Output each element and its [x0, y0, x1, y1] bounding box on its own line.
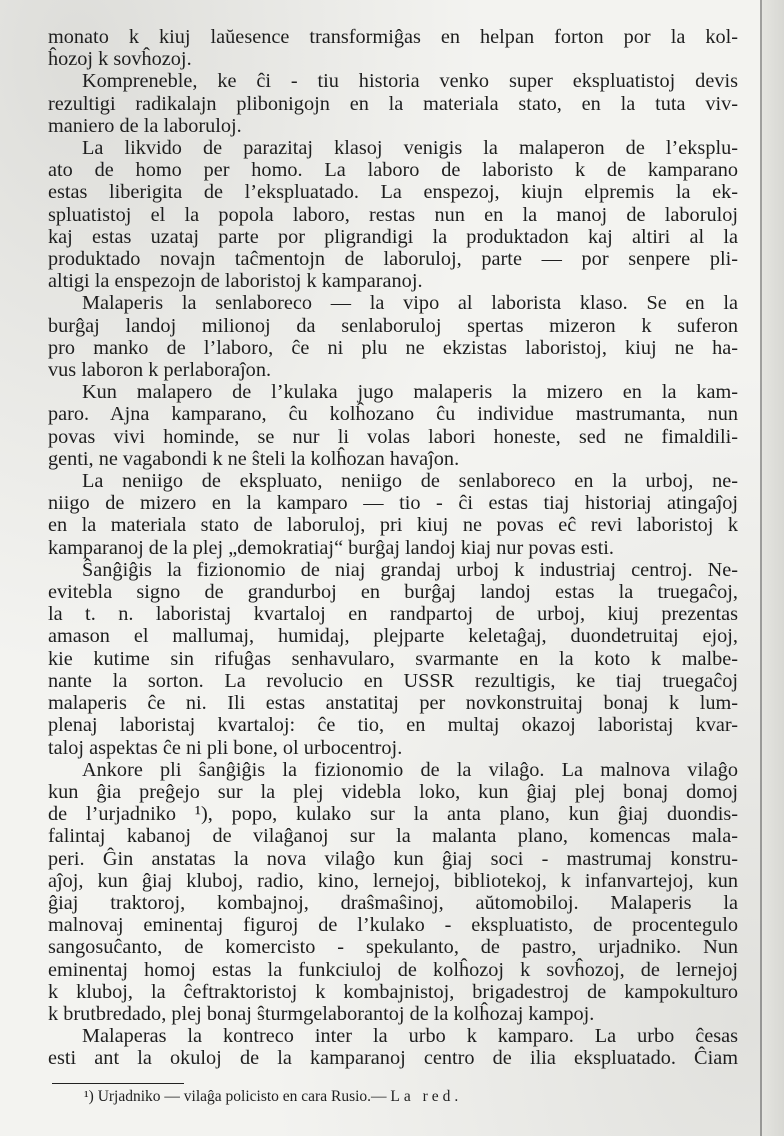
text-line: paro. Ajna kamparano, ĉu kolĥozano ĉu individue mastrumanta, nun [48, 403, 738, 426]
text-line: eminentaj homoj estas la funkciuloj de kolĥozoj k sovĥozoj, de lernejoj [48, 958, 738, 981]
text-line: rezultigi radikalajn plibonigojn en la materiala stato, en la tuta viv- [48, 92, 738, 115]
text-line: k brutbredado, plej bonaj ŝturmgelaborantoj de la kolĥozaj kampoj. [48, 1002, 595, 1025]
paragraph [48, 1025, 738, 1069]
text-line: Kun malapero de l’kulaka jugo malaperis la mizero en la kam- [82, 381, 738, 404]
text-line: povas vivi hominde, se nur li volas labori honeste, sed ne fimaldili- [48, 425, 738, 448]
text-line: ato de homo per homo. La laboro de laboristo k de kamparano [48, 159, 738, 182]
text-line: genti, ne vagabondi k ne ŝteli la kolĥozan havaĵon. [48, 447, 460, 470]
text-line: ĝiaj traktoroj, kombajnoj, draŝmaŝinoj, aŭtomobiloj. Malaperis la [48, 891, 738, 914]
text-line: aĵoj, kun ĝiaj kluboj, radio, kino, lernejoj, bibliotekoj, k infanvartejoj, kun [48, 869, 738, 892]
text-line: Ankore pli ŝanĝiĝis la fizionomio de la vilaĝo. La malnova vilaĝo [82, 758, 738, 781]
footnote-divider [52, 1083, 184, 1084]
text-line: kun ĝia preĝejo sur la plej videbla loko, kun ĝiaj plej bonaj domoj [48, 780, 738, 803]
text-line: burĝaj landoj milionoj da senlaboruloj spertas mizeron k suferon [48, 314, 738, 337]
text-line: vus laboron k perlaboraĵon. [48, 359, 272, 382]
text-line: La neniigo de ekspluato, neniigo de senlaboreco en la urboj, ne- [82, 470, 738, 493]
text-line: spluatistoj el la popola laboro, restas nun en la manoj de laboruloj [48, 203, 738, 226]
text-line: en la materiala stato de laboruloj, pri kiuj ne povas eĉ revi laboristoj k [48, 514, 738, 537]
paragraph [48, 470, 738, 559]
paragraph [48, 292, 738, 381]
paragraph [48, 26, 738, 70]
paragraph [48, 137, 738, 292]
footnote-signature: La red. [390, 1088, 463, 1105]
text-line: altigi la enspezojn de laboristoj k kamparanoj. [48, 270, 423, 293]
text-line: taloj aspektas ĉe ni pli bone, ol urbocentroj. [48, 736, 403, 759]
text-line: malaperis ĉe ni. Ili estas anstatitaj per novkonstruitaj bonaj k lum- [48, 692, 738, 715]
text-line: nante la sorton. La revolucio en USSR rezultigis, ke tiaj truegaĉoj [48, 669, 738, 692]
text-line: Kompreneble, ke ĉi - tiu historia venko super ekspluatistoj devis [82, 70, 738, 93]
right-page-edge [762, 0, 784, 1136]
text-line: de l’urjadniko ¹), popo, kulako sur la anta plano, kun ĝiaj duondis- [48, 803, 738, 826]
text-line: kamparanoj de la plej „demokratiaj“ burĝaj landoj kiaj nur povas esti. [48, 536, 614, 559]
text-line: la t. n. laboristaj kvartaloj en randpartoj de urboj, kiuj prezentas [48, 603, 738, 626]
paragraph [48, 759, 738, 1025]
text-line: estas liberigita de l’ekspluatado. La enspezoj, kiujn elpremis la ek- [48, 181, 738, 204]
text-line: sangosuĉanto, de komercisto - spekulanto, de pastro, urjadniko. Nun [48, 936, 738, 959]
text-line: kie kutime sin rifuĝas senhavularo, svarmante en la koto k malbe- [48, 647, 738, 670]
text-line: produktado novajn taĉmentojn de laboruloj, parte — por senpere pli- [48, 248, 738, 271]
page-gutter-line [760, 0, 762, 1136]
text-line: Ŝanĝiĝis la fizionomio de niaj grandaj urboj k industriaj centroj. Ne- [82, 558, 738, 581]
text-line: k kluboj, la ĉeftraktoristoj k kombajnistoj, brigadestroj de kampokulturo [48, 980, 738, 1003]
text-line: falintaj kabanoj de vilaĝanoj sur la malanta plano, komencas mala- [48, 825, 738, 848]
footnote-marker: ¹) [84, 1088, 94, 1105]
article-body [48, 26, 738, 1070]
text-line: malnovaj eminentaj figuroj de l’kulako - ekspluatisto, de procentegulo [48, 914, 738, 937]
footnote [84, 1088, 462, 1106]
paragraph [48, 70, 738, 137]
text-line: pro manko de l’laboro, ĉe ni plu ne ekzistas laboristoj, kiuj ne ha- [48, 336, 738, 359]
paragraph [48, 559, 738, 759]
text-line: esti ant la okuloj de la kamparanoj centro de ilia ekspluatado. Ĉiam [48, 1047, 738, 1070]
paragraph [48, 381, 738, 470]
text-line: plenaj laboristaj kvartaloj: ĉe tio, en multaj okazoj laboristaj kvar- [48, 714, 738, 737]
text-line: evitebla signo de grandurboj en burĝaj landoj estas la truegaĉoj, [48, 581, 738, 604]
text-line: monato k kiuj laŭesence transformiĝas en helpan forton por la kol- [48, 26, 738, 48]
text-line: niigo de mizero en la kamparo — tio - ĉi estas tiaj historiaj atingaĵoj [48, 492, 738, 515]
text-line: La likvido de parazitaj klasoj venigis la malaperon de l’eksplu- [82, 137, 738, 160]
text-line: ĥozoj k sovĥozoj. [48, 48, 192, 71]
text-line: kaj estas uzataj parte por pligrandigi la produktadon kaj altiri al la [48, 225, 738, 248]
footnote-text: Urjadniko — vilaĝa policisto en cara Rusio.— [97, 1088, 387, 1105]
text-line: maniero de la laboruloj. [48, 114, 242, 137]
text-line: Malaperas la kontreco inter la urbo k kamparo. La urbo ĉesas [82, 1025, 738, 1048]
text-line: Malaperis la senlaboreco — la vipo al laborista klaso. Se en la [82, 292, 738, 315]
text-line: amason el mallumaj, humidaj, plejparte keletaĝaj, duondetruitaj ejoj, [48, 625, 738, 648]
text-line: peri. Ĝin anstatas la nova vilaĝo kun ĝiaj soci - mastrumaj konstru- [48, 847, 738, 870]
